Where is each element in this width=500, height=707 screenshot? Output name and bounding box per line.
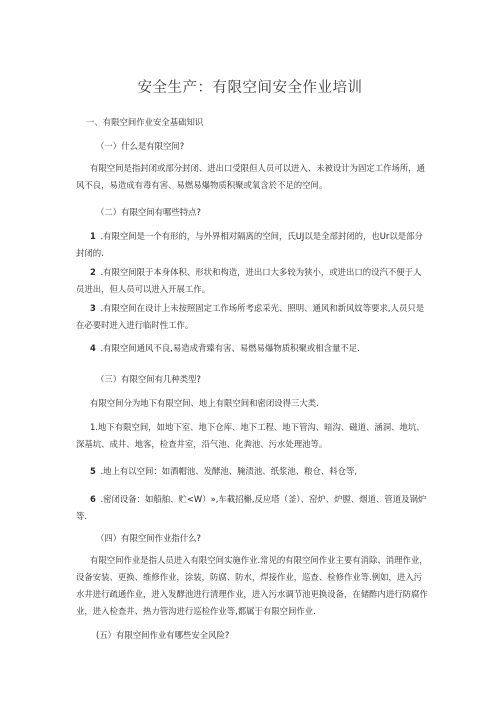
q2-item-4-number: 4 <box>90 343 96 353</box>
q3-item-6-text: .密闭设备：如船舶、贮<W）»,车載招槲,反应塔（釜）、窑炉、炉膛、烟道、管道及锅炉等. <box>76 494 427 521</box>
q2-item-3-text: .有限空间在设计上未按照固定工作场所考虑采光、照明、通风和新风妏等要求,人员只是在必要时进入进行临时性工作。 <box>76 303 425 330</box>
q2-item-3-number: 3 <box>90 303 96 313</box>
q2-item-4 <box>76 340 428 357</box>
q3-item-5-text: .地上有以空间：如酒帽池、发酵池、腌渍池、纸浆池、粮仓、料仓等, <box>100 466 358 476</box>
q4-heading: （四）有限空间作业指什么? <box>96 533 201 543</box>
q3-item-1: 1.地下有限空间，如地下室、地下仓库、地下工程、地下管沟、暗沟、磁道、涵洞、地坑、深基坑、成井、地客，检查井室，沿气池、化粪池、污水处理池等。 <box>76 422 425 449</box>
q3-item-6 <box>76 491 428 525</box>
q2-item-1 <box>76 228 428 262</box>
q3-item-5-number: 5 <box>90 466 96 476</box>
q2-item-2-number: 2 <box>90 267 96 277</box>
q3-item-5 <box>76 463 428 480</box>
q1-paragraph: 有限空间是指封闭或部分封闭、进出口受限但人员可以进入、未被设计为固定工作场所，通风不良，易造成有毒有害、易燃易爆物质积聚或氧含於不足的空间。 <box>76 163 425 190</box>
q3-item-6-number: 6 <box>90 494 96 504</box>
q3-paragraph: 有限空间分为地下有限空间、地上有限空间和密闭设得三大类. <box>90 398 319 408</box>
q2-item-2 <box>76 264 428 298</box>
q2-item-4-text: .有限空间通风不良,易造成背臻有害、易燃易爆物质积聚或相含量不足. <box>100 343 360 353</box>
document-title: 安全生产：有限空间安全作业培训 <box>137 80 363 96</box>
q3-heading: （三）有限空间有几种类型? <box>96 374 201 384</box>
q2-item-1-text: .有限空间是一个有形的，与外界相对隔离的空间，氏UJ以是全部封闭的，也Ur以是部分封闭的. <box>76 231 423 258</box>
q2-item-3 <box>76 300 428 334</box>
q4-paragraph: 有限空间作业是指人员进入有限空间实施作业.常见的有限空间作业主要有消除、消理作业，设备安装、更换、维修作业，涂装，防腐、防水，焊接作业，巡查、检修作业等.例如，进入污水井进行疏通作业，进入发酵池进行清理作业，进入污水调节池更换设备，在储酢内进行防腐作业，进入检查井、热力管沟进行巡检作业等,都属于有限空间作业. <box>76 555 428 616</box>
q2-item-1-number: 1 <box>90 231 96 241</box>
section-heading: 一、有限空间作业安全基础知识 <box>86 117 204 127</box>
q5-heading: (五）有限空间作业有哪些安全风险? <box>96 630 230 640</box>
q1-heading: （一）什么是有限空间? <box>96 141 185 151</box>
q2-item-2-text: .有限空间限于本身体积、形状和构造，进出口大多较为狭小，或进出口的设汽不便于人员进出，但人员可以进入开展工作。 <box>76 267 422 294</box>
q2-heading: （二）有限空间有哪些特点? <box>96 207 201 217</box>
